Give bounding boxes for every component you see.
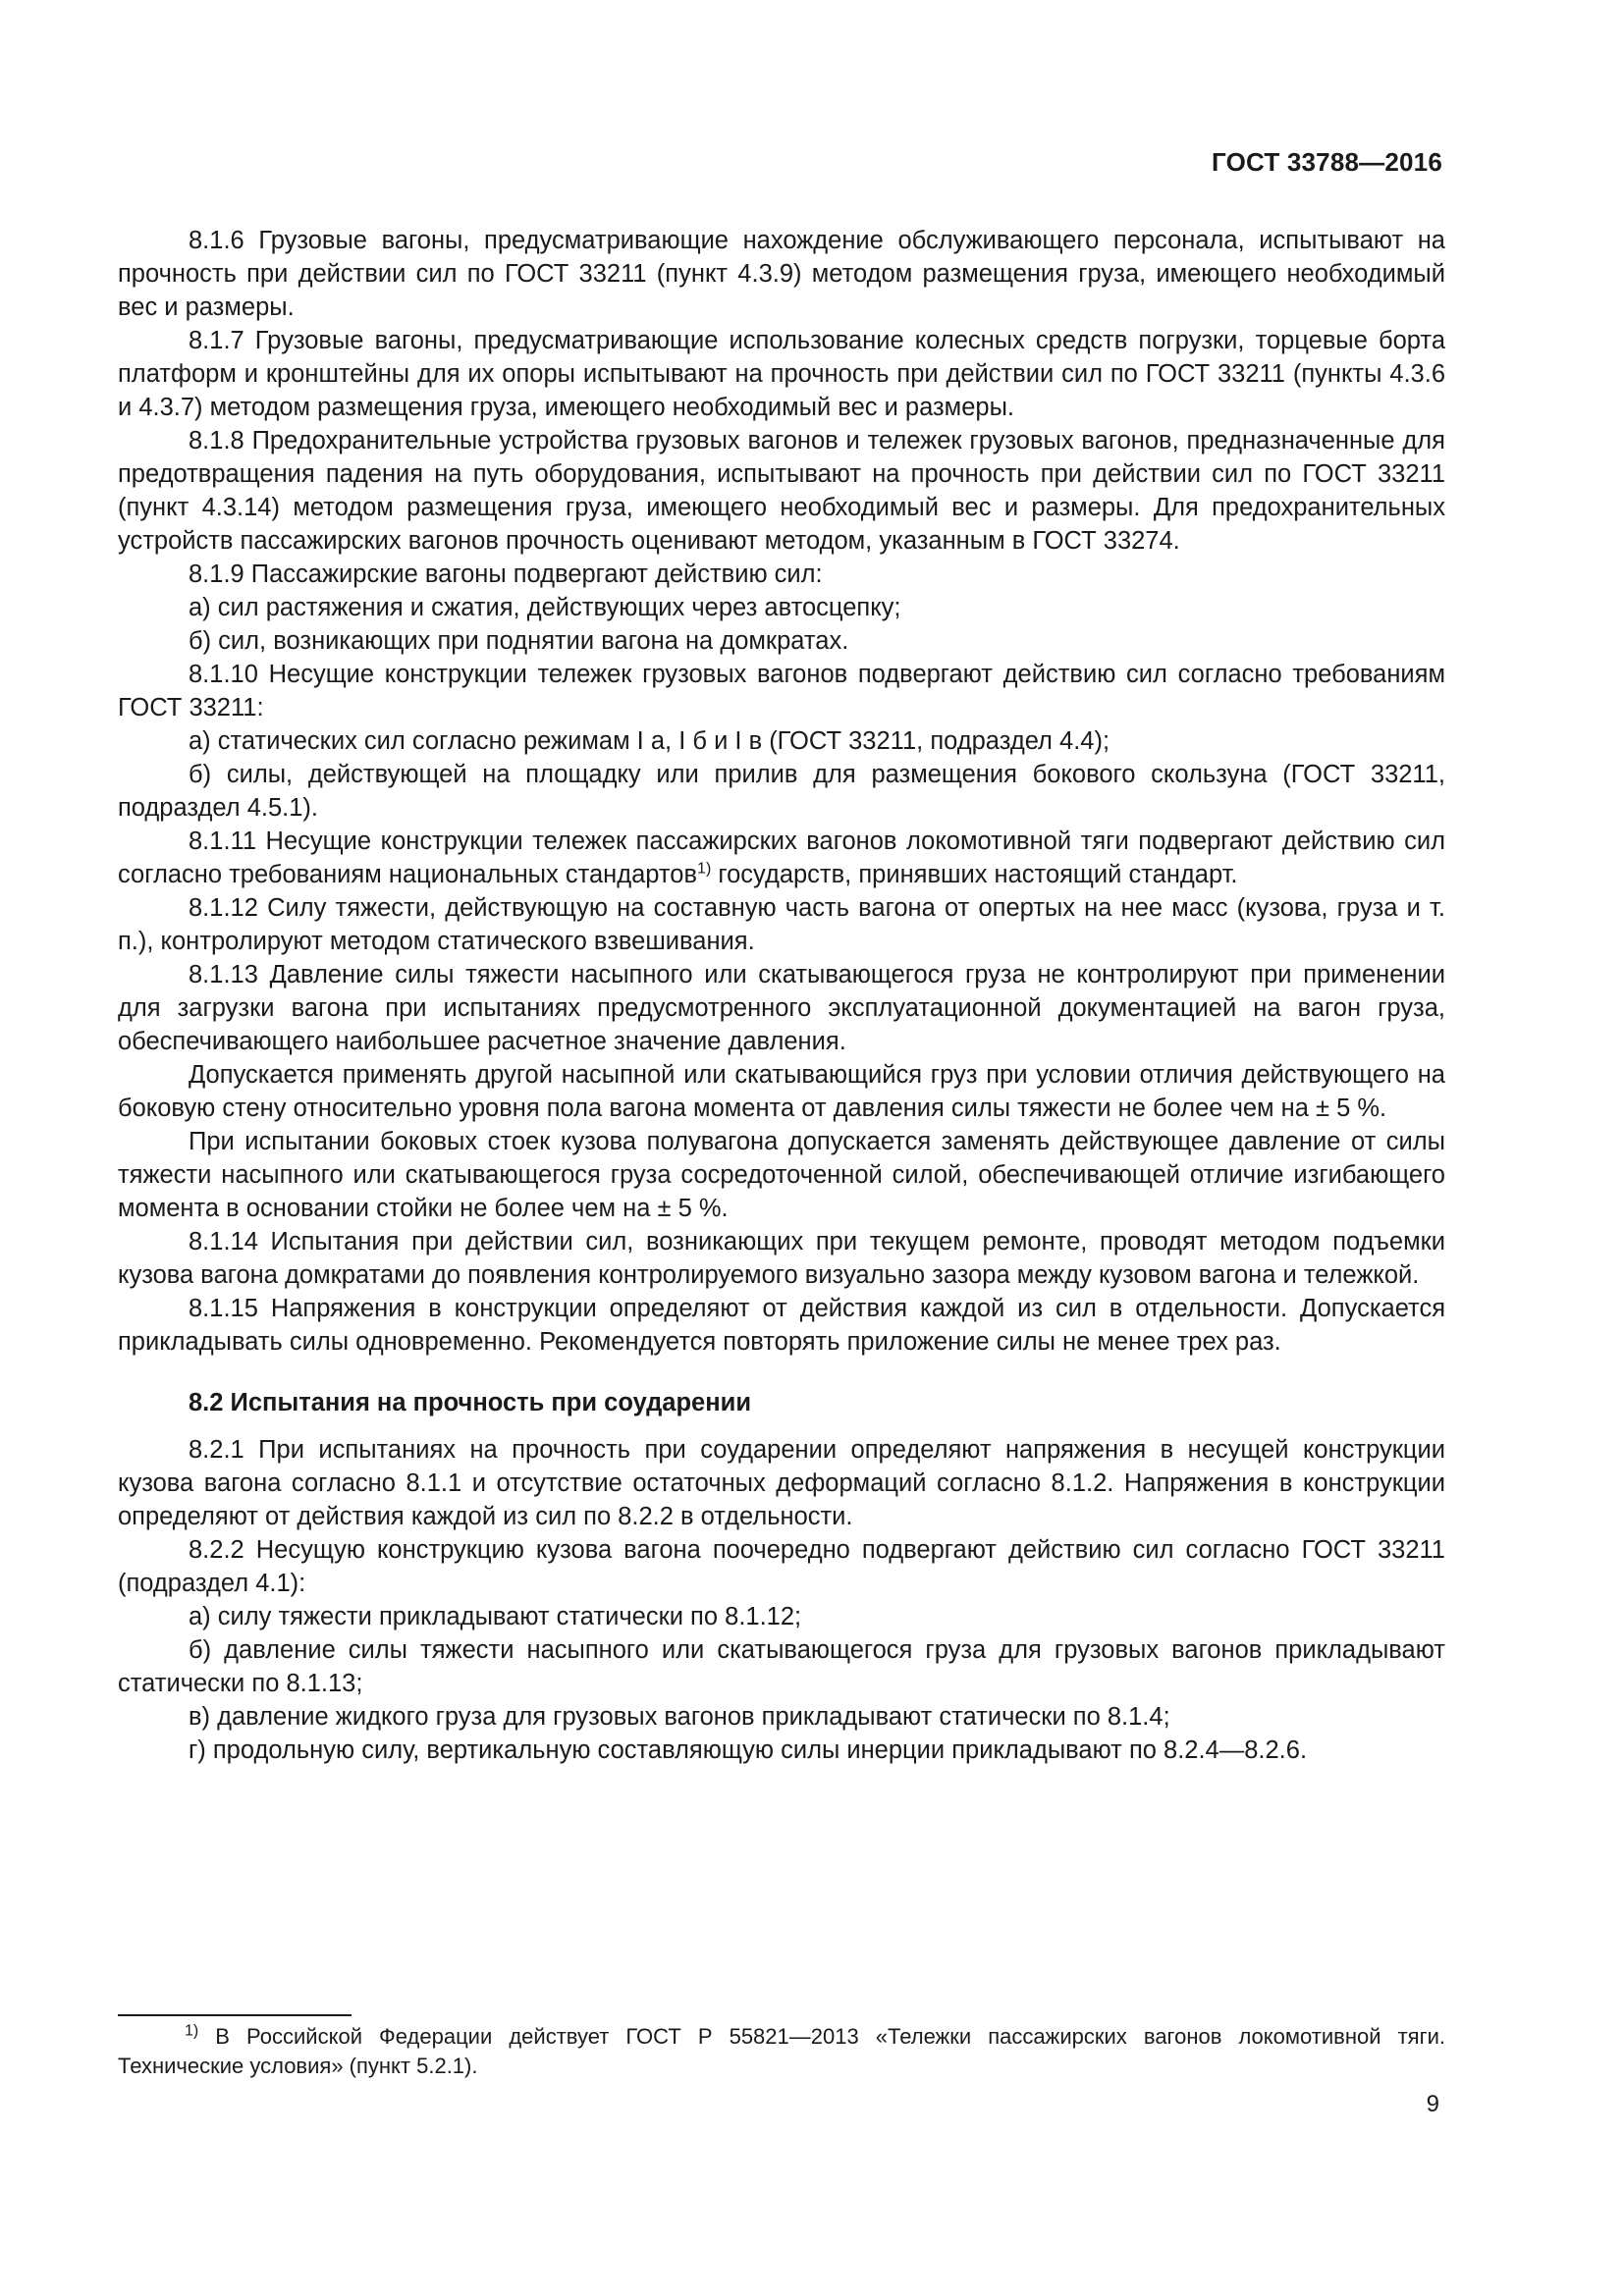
list-item-8-2-2-g: г) продольную силу, вертикальную составляющую силы инерции прикладывают по 8.2.4—8.2.6.	[189, 1736, 1308, 1764]
standard-number: ГОСТ 33788—2016	[1212, 147, 1442, 177]
footnote-reference: 1)	[697, 860, 712, 878]
list-item-8-1-9-b: б) сил, возникающих при поднятии вагона на домкратах.	[189, 627, 849, 655]
paragraph-8-1-7: 8.1.7 Грузовые вагоны, предусматривающие использование колесных средств погрузки, торцевые борта платформ и кронштейны для их опоры испытывают на прочность при действии сил по ГОСТ 33211 (пункты 4.3.6 и 4.3.7) методом размещения груза, имеющего необходимый вес и размеры.	[118, 327, 1445, 421]
paragraph-8-2-2: 8.2.2 Несущую конструкцию кузова вагона поочередно подвергают действию сил согласно ГОСТ 33211 (подраздел 4.1):	[118, 1536, 1445, 1597]
paragraph-8-1-13-c: При испытании боковых стоек кузова полувагона допускается заменять действующее давление от силы тяжести насыпного или скатывающегося груза сосредоточенной силой, обеспечивающей отличие изгибающего момента в основании стойки не более чем на ± 5 %.	[118, 1128, 1445, 1222]
list-item-8-2-2-a: а) силу тяжести прикладывают статически по 8.1.12;	[189, 1603, 802, 1630]
paragraph-8-1-13-b: Допускается применять другой насыпной или скатывающийся груз при условии отличия действующего на боковую стену относительно уровня пола вагона момента от давления силы тяжести не более чем на ± 5 %.	[118, 1061, 1445, 1122]
paragraph-8-1-14: 8.1.14 Испытания при действии сил, возникающих при текущем ремонте, проводят методом подъемки кузова вагона домкратами до появления контролируемого визуально зазора между кузовом вагона и тележкой.	[118, 1228, 1445, 1289]
list-item-8-2-2-v: в) давление жидкого груза для грузовых вагонов прикладывают статически по 8.1.4;	[189, 1703, 1170, 1731]
paragraph-8-1-8: 8.1.8 Предохранительные устройства грузовых вагонов и тележек грузовых вагонов, предназначенные для предотвращения падения на путь оборудования, испытывают на прочность при действии сил по ГОСТ 33211 (пункт 4.3.14) методом размещения груза, имеющего необходимый вес и размеры. Для предохранительных устройств пассажирских вагонов прочность оценивают методом, указанным в ГОСТ 33274.	[118, 427, 1445, 555]
paragraph-8-1-13: 8.1.13 Давление силы тяжести насыпного или скатывающегося груза не контролируют при применении для загрузки вагона при испытаниях предусмотренного эксплуатационной документацией на вагон груза, обеспечивающего наибольшее расчетное значение давления.	[118, 961, 1445, 1055]
footnote	[118, 2022, 1445, 2081]
list-item-8-2-2-b: б) давление силы тяжести насыпного или скатывающегося груза для грузовых вагонов прикладывают статически по 8.1.13;	[118, 1636, 1445, 1697]
paragraph-8-2-1: 8.2.1 При испытаниях на прочность при соударении определяют напряжения в несущей конструкции кузова вагона согласно 8.1.1 и отсутствие остаточных деформаций согласно 8.1.2. Напряжения в конструкции определяют от действия каждой из сил по 8.2.2 в отдельности.	[118, 1436, 1445, 1530]
list-item-8-1-10-b: б) силы, действующей на площадку или прилив для размещения бокового скользуна (ГОСТ 33211, подраздел 4.5.1).	[118, 761, 1445, 822]
body-text	[118, 224, 1445, 1767]
paragraph-8-1-11-text: 8.1.11 Несущие конструкции тележек пассажирских вагонов локомотивной тяги подвергают действию сил согласно требованиям национальных стандартов	[118, 828, 1445, 888]
paragraph-8-1-11-text-end: государств, принявших настоящий стандарт.	[711, 861, 1238, 888]
paragraph-8-1-15: 8.1.15 Напряжения в конструкции определяют от действия каждой из сил в отдельности. Допускается прикладывать силы одновременно. Рекомендуется повторять приложение силы не менее трех раз.	[118, 1295, 1445, 1356]
document-header	[1212, 147, 1442, 178]
paragraph-8-1-9: 8.1.9 Пассажирские вагоны подвергают действию сил:	[189, 561, 823, 588]
paragraph-8-1-12: 8.1.12 Силу тяжести, действующую на составную часть вагона от опертых на нее масс (кузова, груза и т. п.), контролируют методом статического взвешивания.	[118, 894, 1445, 955]
list-item-8-1-10-a: а) статических сил согласно режимам I а, I б и I в (ГОСТ 33211, подраздел 4.4);	[189, 727, 1110, 755]
footnote-marker: 1)	[185, 2022, 199, 2040]
paragraph-8-1-10: 8.1.10 Несущие конструкции тележек грузовых вагонов подвергают действию сил согласно требованиям ГОСТ 33211:	[118, 661, 1445, 721]
footnote-text: В Российской Федерации действует ГОСТ Р 55821—2013 «Тележки пассажирских вагонов локомотивной тяги. Технические условия» (пункт 5.2.1).	[118, 2024, 1445, 2078]
list-item-8-1-9-a: а) сил растяжения и сжатия, действующих через автосцепку;	[189, 594, 901, 621]
paragraph-8-1-11	[118, 825, 1445, 891]
page-number: 9	[1426, 2091, 1439, 2117]
footnote-divider	[118, 2014, 352, 2016]
paragraph-8-1-6: 8.1.6 Грузовые вагоны, предусматривающие нахождение обслуживающего персонала, испытывают на прочность при действии сил по ГОСТ 33211 (пункт 4.3.9) методом размещения груза, имеющего необходимый вес и размеры.	[118, 227, 1445, 321]
section-heading-8-2: 8.2 Испытания на прочность при соударении	[189, 1389, 751, 1416]
